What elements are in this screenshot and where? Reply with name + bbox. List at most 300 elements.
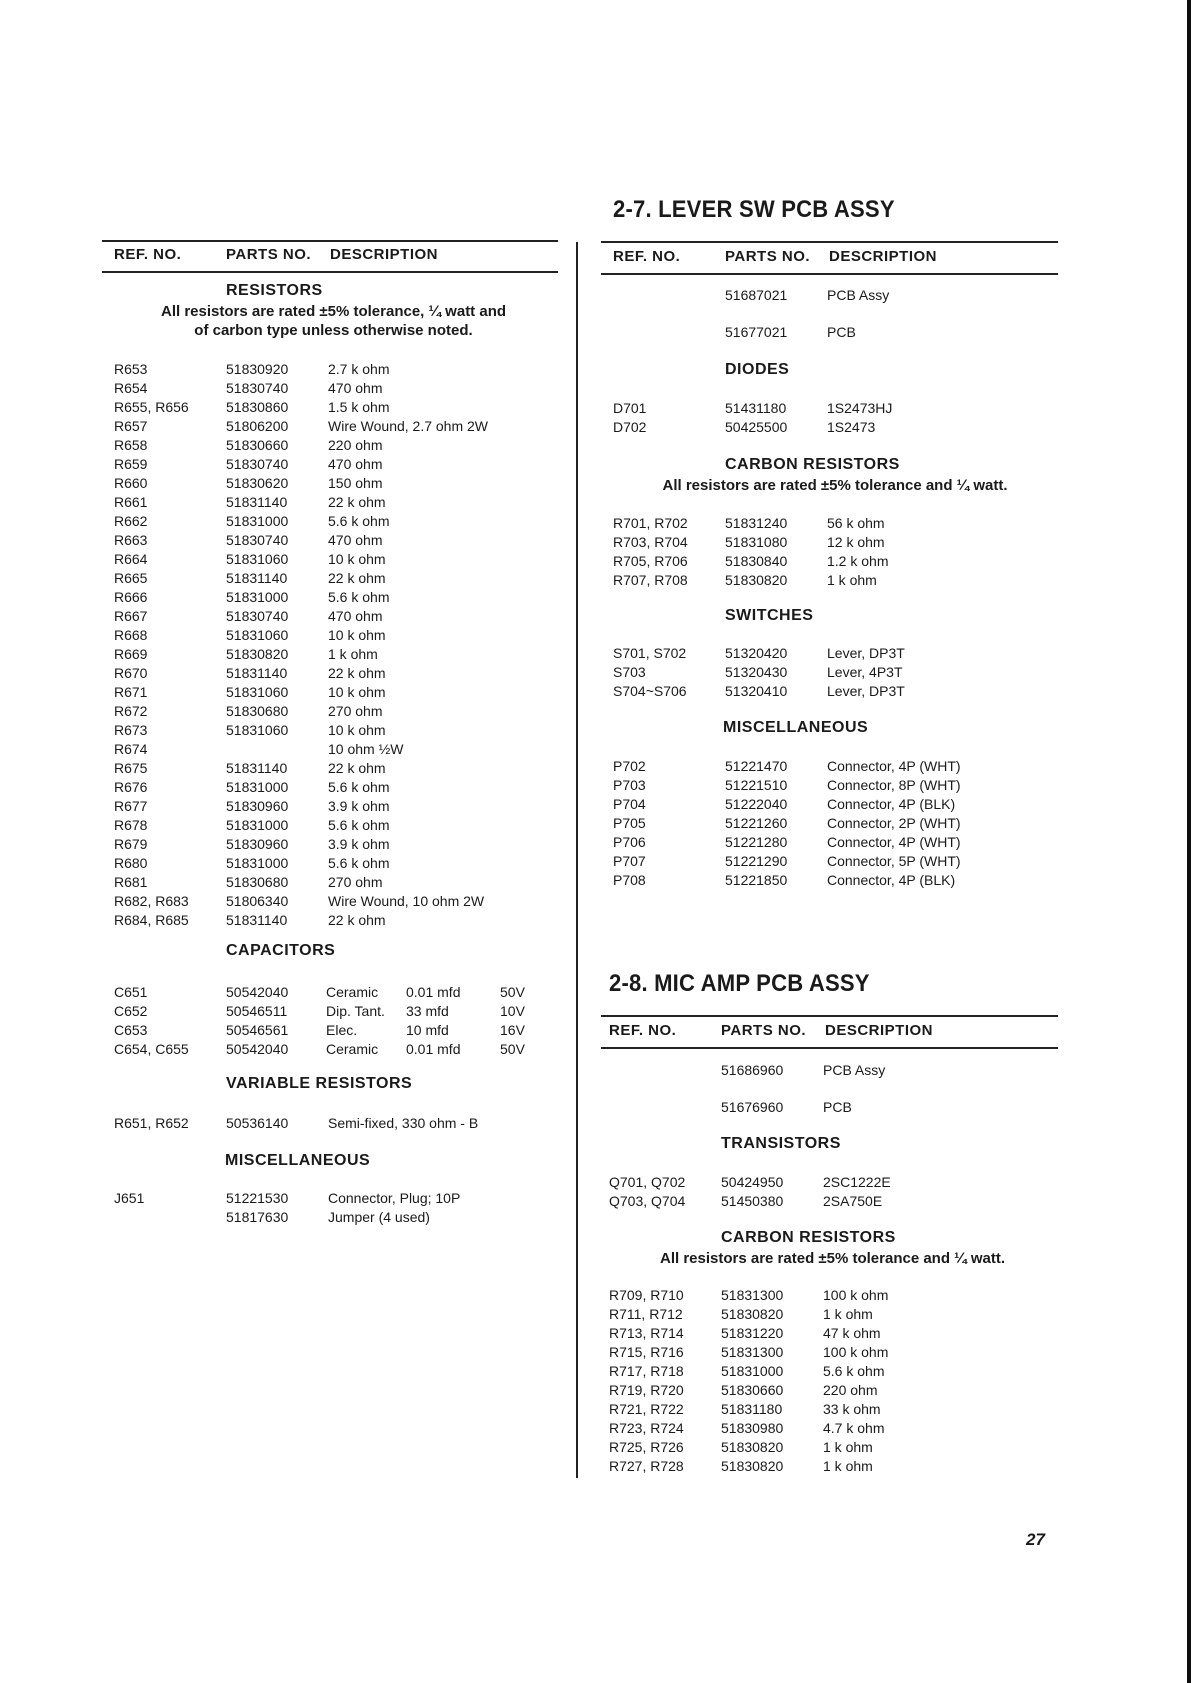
ref-cell: J651 <box>114 1190 145 1206</box>
table-row <box>106 494 566 513</box>
part-number-cell: 51831300 <box>721 1287 784 1303</box>
ref-cell: R677 <box>114 798 148 814</box>
description-cell: PCB <box>823 1099 852 1115</box>
part-number-cell: 51806200 <box>226 418 289 434</box>
type-cell: Dip. Tant. <box>326 1003 385 1019</box>
description-cell: 5.6 k ohm <box>328 589 390 605</box>
part-number-cell: 51830660 <box>721 1382 784 1398</box>
ref-cell: R658 <box>114 437 148 453</box>
ref-cell: R668 <box>114 627 148 643</box>
description-cell: 2.7 k ohm <box>328 361 390 377</box>
voltage-cell: 50V <box>500 984 525 1000</box>
description-cell: 5.6 k ohm <box>328 513 390 529</box>
description-cell: 22 k ohm <box>328 665 386 681</box>
description-cell: 56 k ohm <box>827 515 885 531</box>
part-number-cell: 51221280 <box>725 834 788 850</box>
part-number-cell: 50542040 <box>226 1041 289 1057</box>
table-row <box>605 1174 1065 1193</box>
table-row <box>605 777 1065 796</box>
ref-cell: R667 <box>114 608 148 624</box>
part-number-cell: 51830960 <box>226 798 289 814</box>
ref-cell: R655, R656 <box>114 399 189 415</box>
ref-cell: R684, R685 <box>114 912 189 928</box>
description-cell: 1 k ohm <box>823 1439 873 1455</box>
ref-cell: R673 <box>114 722 148 738</box>
ref-cell: R676 <box>114 779 148 795</box>
part-number-cell: 51221290 <box>725 853 788 869</box>
part-number-cell: 51831300 <box>721 1344 784 1360</box>
ref-cell: C653 <box>114 1022 148 1038</box>
ref-cell: P706 <box>613 834 646 850</box>
part-number-cell: 51320410 <box>725 683 788 699</box>
table-row <box>106 1003 566 1022</box>
ref-cell: R675 <box>114 760 148 776</box>
part-number-cell: 51320420 <box>725 645 788 661</box>
description-cell: 3.9 k ohm <box>328 798 390 814</box>
table-row <box>106 437 566 456</box>
part-number-cell: 51221510 <box>725 777 788 793</box>
ref-cell: R709, R710 <box>609 1287 684 1303</box>
table-row <box>106 836 566 855</box>
description-cell: Jumper (4 used) <box>328 1209 430 1225</box>
table-row <box>605 815 1065 834</box>
lever-pcb-row <box>605 324 1065 343</box>
header-parts: PARTS NO. <box>226 246 312 263</box>
table-row <box>605 419 1065 438</box>
value-cell: 33 mfd <box>406 1003 449 1019</box>
description-cell: 10 k ohm <box>328 722 386 738</box>
description-cell: 100 k ohm <box>823 1344 889 1360</box>
part-number-cell: 51830740 <box>226 532 289 548</box>
table-row <box>106 893 566 912</box>
switches-group <box>605 607 1065 627</box>
part-number-cell: 51450380 <box>721 1193 784 1209</box>
part-number-cell: 50536140 <box>226 1115 289 1131</box>
description-cell: 100 k ohm <box>823 1287 889 1303</box>
type-cell: Ceramic <box>326 984 379 1000</box>
lever-pcb-assy-row <box>605 287 1065 306</box>
voltage-cell: 16V <box>500 1022 525 1038</box>
table-row <box>106 684 566 703</box>
description-cell: 470 ohm <box>328 456 383 472</box>
table-row <box>605 1287 1065 1306</box>
table-row <box>106 475 566 494</box>
ref-cell: Q703, Q704 <box>609 1193 686 1209</box>
part-number-cell: 51817630 <box>226 1209 289 1225</box>
table-row <box>106 361 566 380</box>
variable-resistors-group <box>106 1075 566 1095</box>
description-cell: 1 k ohm <box>328 646 378 662</box>
table-row <box>106 798 566 817</box>
part-number-cell: 51830840 <box>725 553 788 569</box>
description-cell: 5.6 k ohm <box>328 817 390 833</box>
ref-cell: R665 <box>114 570 148 586</box>
description-cell: 270 ohm <box>328 874 383 890</box>
section-title: 2-8. MIC AMP PCB ASSY <box>609 970 870 997</box>
ref-cell: C654, C655 <box>114 1041 189 1057</box>
description-cell: PCB Assy <box>823 1062 886 1078</box>
transistors-group <box>605 1135 1065 1155</box>
part-number-cell: 51831000 <box>226 779 289 795</box>
header-top-rule <box>601 241 1058 243</box>
part-number-cell: 51830660 <box>226 437 289 453</box>
table-row <box>106 741 566 760</box>
description-cell: 10 ohm ½W <box>328 741 404 757</box>
ref-cell: D702 <box>613 419 647 435</box>
description-cell: 470 ohm <box>328 380 383 396</box>
ref-cell: R723, R724 <box>609 1420 684 1436</box>
description-cell: 22 k ohm <box>328 760 386 776</box>
ref-cell: R680 <box>114 855 148 871</box>
ref-cell: R705, R706 <box>613 553 688 569</box>
ref-cell: R674 <box>114 741 148 757</box>
description-cell: 220 ohm <box>328 437 383 453</box>
ref-cell: R654 <box>114 380 148 396</box>
part-number-cell: 51830860 <box>226 399 289 415</box>
part-number-cell: 51831220 <box>721 1325 784 1341</box>
description-cell: Wire Wound, 10 ohm 2W <box>328 893 485 909</box>
table-row <box>106 532 566 551</box>
part-number-cell: 51830680 <box>226 874 289 890</box>
description-cell: 5.6 k ohm <box>328 779 390 795</box>
part-number-cell: 51831240 <box>725 515 788 531</box>
table-row <box>106 912 566 931</box>
mic-pcb-assy-row <box>605 1062 1065 1081</box>
description-cell: 5.6 k ohm <box>823 1363 885 1379</box>
table-row <box>106 380 566 399</box>
description-cell: 1 k ohm <box>827 572 877 588</box>
description-cell: 1S2473 <box>827 419 876 435</box>
resistors-list <box>106 361 566 931</box>
ref-cell: P708 <box>613 872 646 888</box>
part-number-cell: 51831140 <box>226 494 288 510</box>
carbon-resistors-group <box>605 1229 1065 1268</box>
description-cell: Connector, 4P (WHT) <box>827 834 961 850</box>
value-cell: 0.01 mfd <box>406 1041 461 1057</box>
table-row <box>106 855 566 874</box>
table-row <box>106 703 566 722</box>
ref-cell: S704~S706 <box>613 683 687 699</box>
part-number-cell: 51830740 <box>226 380 289 396</box>
description-cell: Connector, 8P (WHT) <box>827 777 961 793</box>
type-cell: Ceramic <box>326 1041 379 1057</box>
group-note: of carbon type unless otherwise noted. <box>194 322 473 339</box>
header-ref: REF. NO. <box>613 248 681 265</box>
part-number-cell: 51831080 <box>725 534 788 550</box>
part-number-cell: 51830820 <box>226 646 289 662</box>
part-number-cell: 51686960 <box>721 1062 784 1078</box>
column-divider <box>576 242 578 1478</box>
group-title: RESISTORS <box>226 282 323 299</box>
group-title: CAPACITORS <box>226 942 336 959</box>
group-title: CARBON RESISTORS <box>721 1229 896 1246</box>
description-cell: 10 k ohm <box>328 551 386 567</box>
table-row <box>605 1439 1065 1458</box>
table-row <box>605 534 1065 553</box>
table-row <box>605 758 1065 777</box>
header-desc: DESCRIPTION <box>330 246 439 263</box>
part-number-cell: 51831140 <box>226 665 288 681</box>
part-number-cell: 50425500 <box>725 419 788 435</box>
ref-cell: R701, R702 <box>613 515 688 531</box>
ref-cell: R682, R683 <box>114 893 189 909</box>
description-cell: Lever, 4P3T <box>827 664 903 680</box>
description-cell: 2SC1222E <box>823 1174 891 1190</box>
part-number-cell: 51831000 <box>226 513 289 529</box>
voltage-cell: 10V <box>500 1003 525 1019</box>
part-number-cell: 51831140 <box>226 760 288 776</box>
diodes-list <box>605 400 1065 438</box>
capacitors-group <box>106 942 566 962</box>
description-cell: 4.7 k ohm <box>823 1420 885 1436</box>
table-row <box>605 572 1065 591</box>
ref-cell: R660 <box>114 475 148 491</box>
part-number-cell: 51806340 <box>226 893 289 909</box>
part-number-cell: 51830820 <box>725 572 788 588</box>
transistors-list <box>605 1174 1065 1212</box>
table-row <box>605 853 1065 872</box>
description-cell: 22 k ohm <box>328 570 386 586</box>
description-cell: 470 ohm <box>328 532 383 548</box>
group-note: All resistors are rated ±5% tolerance, ¼ watt and <box>160 303 507 320</box>
description-cell: 3.9 k ohm <box>328 836 390 852</box>
description-cell: Connector, Plug; 10P <box>328 1190 461 1206</box>
part-number-cell: 51831060 <box>226 684 289 700</box>
ref-cell: R715, R716 <box>609 1344 684 1360</box>
ref-cell: R727, R728 <box>609 1458 684 1474</box>
ref-cell: R671 <box>114 684 148 700</box>
part-number-cell: 51677021 <box>725 324 788 340</box>
part-number-cell: 51830820 <box>721 1306 784 1322</box>
group-note: All resistors are rated ±5% tolerance and ¼ watt. <box>662 477 1008 494</box>
group-title: SWITCHES <box>725 607 814 624</box>
description-cell: 10 k ohm <box>328 627 386 643</box>
misc-list <box>605 758 1065 891</box>
description-cell: 1S2473HJ <box>827 400 893 416</box>
ref-cell: R721, R722 <box>609 1401 684 1417</box>
table-row <box>106 570 566 589</box>
part-number-cell: 51222040 <box>725 796 788 812</box>
ref-cell: R681 <box>114 874 148 890</box>
ref-cell: R666 <box>114 589 148 605</box>
table-row <box>106 551 566 570</box>
description-cell: 1.2 k ohm <box>827 553 889 569</box>
ref-cell: R725, R726 <box>609 1439 684 1455</box>
header-parts: PARTS NO. <box>721 1022 807 1039</box>
table-row <box>106 665 566 684</box>
description-cell: 5.6 k ohm <box>328 855 390 871</box>
table-row <box>605 287 1065 306</box>
mic-pcb-row <box>605 1099 1065 1118</box>
table-row <box>605 515 1065 534</box>
table-row <box>605 553 1065 572</box>
misc-group <box>605 719 1065 739</box>
table-row <box>605 1344 1065 1363</box>
table-row <box>106 627 566 646</box>
page-number: 27 <box>1026 1530 1045 1549</box>
table-row <box>605 872 1065 891</box>
table-row <box>106 722 566 741</box>
ref-cell: R661 <box>114 494 148 510</box>
type-cell: Elec. <box>326 1022 358 1038</box>
ref-cell: R662 <box>114 513 148 529</box>
ref-cell: P707 <box>613 853 646 869</box>
part-number-cell: 51221530 <box>226 1190 289 1206</box>
description-cell: 12 k ohm <box>827 534 885 550</box>
ref-cell: C651 <box>114 984 148 1000</box>
value-cell: 0.01 mfd <box>406 984 461 1000</box>
ref-cell: R678 <box>114 817 148 833</box>
part-number-cell: 51831060 <box>226 722 289 738</box>
table-row <box>605 683 1065 702</box>
header-bottom-rule <box>601 273 1058 275</box>
diodes-group <box>605 361 1065 381</box>
header-parts: PARTS NO. <box>725 248 811 265</box>
part-number-cell: 51431180 <box>725 400 787 416</box>
description-cell: 470 ohm <box>328 608 383 624</box>
capacitors-list <box>106 984 566 1060</box>
ref-cell: R670 <box>114 665 148 681</box>
ref-cell: R664 <box>114 551 148 567</box>
group-title: TRANSISTORS <box>721 1135 841 1152</box>
ref-cell: R659 <box>114 456 148 472</box>
description-cell: 1 k ohm <box>823 1306 873 1322</box>
ref-cell: P702 <box>613 758 646 774</box>
header-ref: REF. NO. <box>114 246 182 263</box>
description-cell: 10 k ohm <box>328 684 386 700</box>
table-row <box>106 608 566 627</box>
ref-cell: S701, S702 <box>613 645 687 661</box>
group-title: MISCELLANEOUS <box>723 719 869 736</box>
part-number-cell: 51830680 <box>226 703 289 719</box>
header-bottom-rule <box>102 271 558 273</box>
part-number-cell: 51830920 <box>226 361 289 377</box>
ref-cell: Q701, Q702 <box>609 1174 686 1190</box>
table-row <box>106 760 566 779</box>
description-cell: 22 k ohm <box>328 494 386 510</box>
part-number-cell: 51221260 <box>725 815 788 831</box>
description-cell: 2SA750E <box>823 1193 883 1209</box>
description-cell: 270 ohm <box>328 703 383 719</box>
table-row <box>605 645 1065 664</box>
header-top-rule <box>102 240 558 242</box>
table-row <box>106 513 566 532</box>
page-edge <box>1187 0 1191 1683</box>
ref-cell: R679 <box>114 836 148 852</box>
table-row <box>106 817 566 836</box>
description-cell: Lever, DP3T <box>827 645 905 661</box>
header-top-rule <box>601 1015 1058 1017</box>
value-cell: 10 mfd <box>406 1022 449 1038</box>
ref-cell: R651, R652 <box>114 1115 189 1131</box>
description-cell: Connector, 2P (WHT) <box>827 815 961 831</box>
part-number-cell: 51830740 <box>226 456 289 472</box>
group-title: MISCELLANEOUS <box>225 1152 371 1169</box>
switches-list <box>605 645 1065 702</box>
ref-cell: R672 <box>114 703 148 719</box>
description-cell: Connector, 4P (BLK) <box>827 872 956 888</box>
table-row <box>106 984 566 1003</box>
description-cell: Connector, 5P (WHT) <box>827 853 961 869</box>
description-cell: 150 ohm <box>328 475 383 491</box>
group-title: VARIABLE RESISTORS <box>226 1075 413 1092</box>
part-number-cell: 51830620 <box>226 475 289 491</box>
table-row <box>106 1115 566 1134</box>
table-row <box>106 418 566 437</box>
ref-cell: R669 <box>114 646 148 662</box>
part-number-cell: 51830960 <box>226 836 289 852</box>
table-row <box>106 589 566 608</box>
ref-cell: R713, R714 <box>609 1325 684 1341</box>
variable-resistors-list <box>106 1115 566 1134</box>
description-cell: 1 k ohm <box>823 1458 873 1474</box>
table-row <box>605 1306 1065 1325</box>
table-row <box>106 456 566 475</box>
part-number-cell: 51221470 <box>725 758 788 774</box>
table-row <box>605 1193 1065 1212</box>
header-desc: DESCRIPTION <box>829 248 938 265</box>
table-row <box>106 1041 566 1060</box>
table-row <box>605 834 1065 853</box>
ref-cell: P703 <box>613 777 646 793</box>
carbon-resistors-group <box>605 456 1065 495</box>
part-number-cell: 51830980 <box>721 1420 784 1436</box>
table-row <box>106 874 566 893</box>
table-row <box>106 1209 566 1228</box>
group-title: CARBON RESISTORS <box>725 456 900 473</box>
part-number-cell: 51830820 <box>721 1439 784 1455</box>
misc-list <box>106 1190 566 1228</box>
part-number-cell: 51831060 <box>226 551 289 567</box>
description-cell: 220 ohm <box>823 1382 878 1398</box>
table-row <box>106 779 566 798</box>
ref-cell: R703, R704 <box>613 534 688 550</box>
section-title: 2-7. LEVER SW PCB ASSY <box>613 196 895 223</box>
table-row <box>106 1190 566 1209</box>
voltage-cell: 50V <box>500 1041 525 1057</box>
table-row <box>605 1099 1065 1118</box>
table-row <box>106 399 566 418</box>
part-number-cell: 50424950 <box>721 1174 784 1190</box>
table-row <box>605 1401 1065 1420</box>
table-row <box>605 1325 1065 1344</box>
part-number-cell: 51830820 <box>721 1458 784 1474</box>
ref-cell: R717, R718 <box>609 1363 684 1379</box>
carbon-resistors-list <box>605 515 1065 591</box>
description-cell: Wire Wound, 2.7 ohm 2W <box>328 418 489 434</box>
part-number-cell: 50546561 <box>226 1022 289 1038</box>
description-cell: 1.5 k ohm <box>328 399 390 415</box>
part-number-cell: 51676960 <box>721 1099 784 1115</box>
ref-cell: P705 <box>613 815 646 831</box>
carbon-resistors-list <box>605 1287 1065 1477</box>
table-row <box>605 796 1065 815</box>
ref-cell: R707, R708 <box>613 572 688 588</box>
ref-cell: R653 <box>114 361 148 377</box>
resistors-group <box>106 282 566 340</box>
table-row <box>605 1382 1065 1401</box>
header-bottom-rule <box>601 1047 1058 1049</box>
ref-cell: S703 <box>613 664 646 680</box>
ref-cell: R663 <box>114 532 148 548</box>
group-note: All resistors are rated ±5% tolerance and ¼ watt. <box>659 1250 1006 1267</box>
ref-cell: C652 <box>114 1003 148 1019</box>
table-row <box>605 1458 1065 1477</box>
part-number-cell: 51831140 <box>226 912 288 928</box>
description-cell: Lever, DP3T <box>827 683 905 699</box>
table-row <box>605 1420 1065 1439</box>
ref-cell: R657 <box>114 418 148 434</box>
